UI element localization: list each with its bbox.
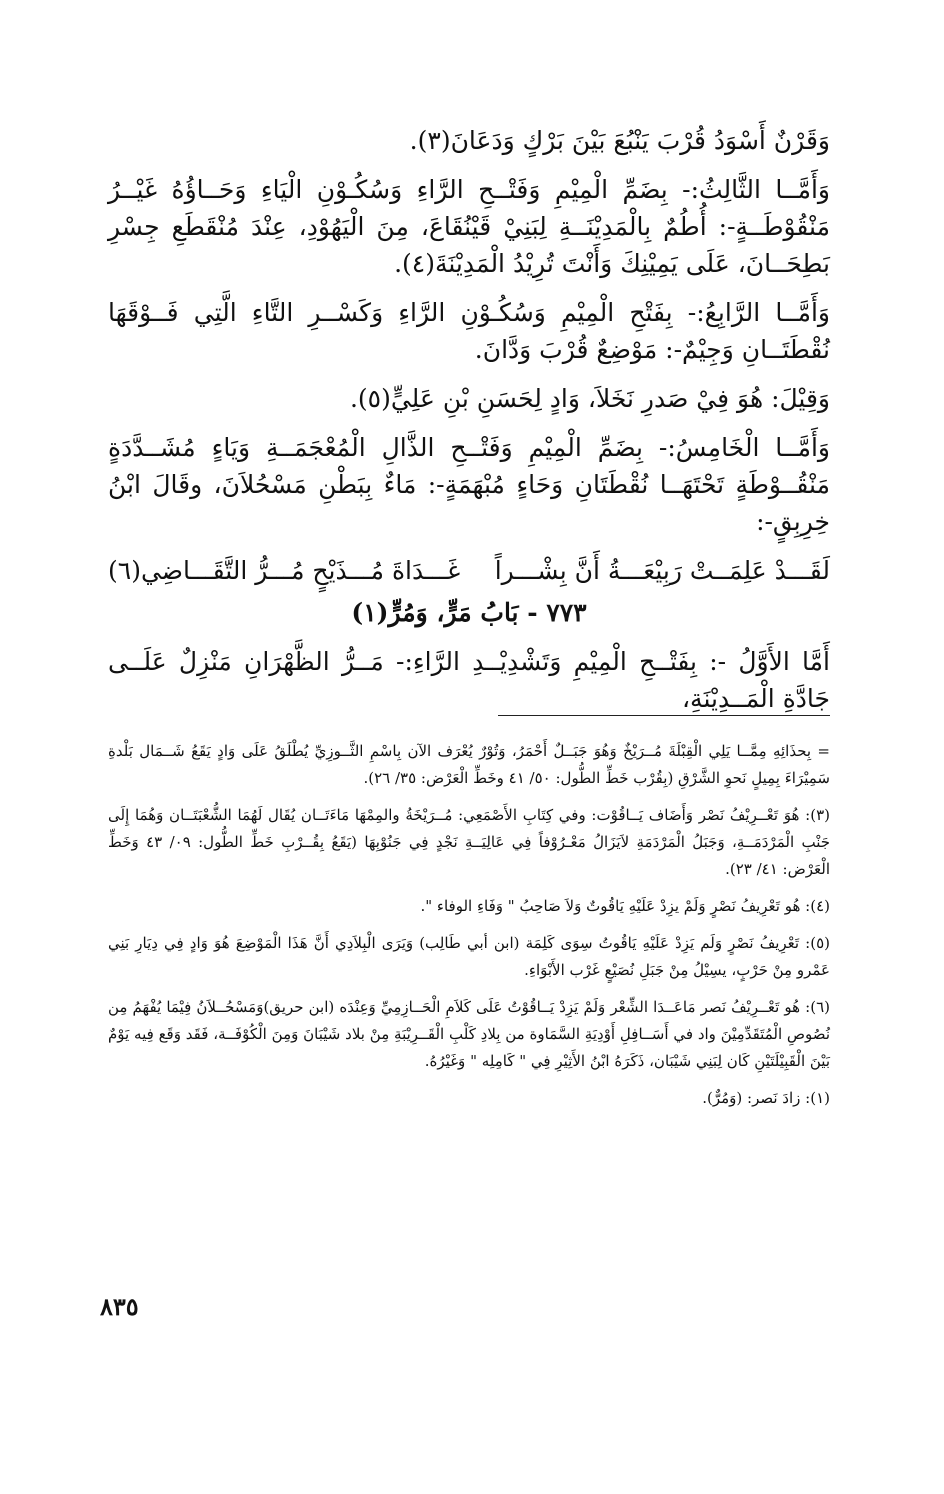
footnote-6: (٦): هُو تَعْــرِيْفُ نَصر مَاعَــدَا الشِّعْر وَلَمْ يَزِدْ يَــاقُوْتُ عَلَى كَلاَمِ الْحَــازِمِيِّ وَعِنْدَه (ابن حريق)وَمَسْحُــلاَنُ فِيْمَا يُفْهَمُ مِن نُصُوصِ الْمُتَقَدِّمِيْنَ واد في أَسَــافِلِ أَوْدِيَةِ السَّمَاوة من بِلادِ كَلْبِ الْقَــرِيْبَةِ مِنْ بلاد شَيْبَانَ وَمِنَ الْكُوْفَــة، فَقَد وَقَع فِيه يَوْمٌ بَيْنَ الْقَبِيْلَتَيْنِ كَان لِبَنِي شَيْبَان، ذَكَرَهُ ابْنُ الأَثِيْرِ فِي " كَامِلِه " وَغَيْرُهُ. (108, 998, 830, 1070)
footnote-4: (٤): هُو تَعْرِيفُ نَصْرٍ وَلَمْ يزِدْ عَلَيْهِ يَاقُوتٌ وَلاَ صَاحِبُ " وَفَاءِ الوفاء ". (420, 897, 830, 915)
footnote-continuation: = بِحذَائِهِ مِمَّــا يَلِي الْقِبْلَةَ مُــرَيْخٌ وَهُوَ جَبَــلٌ أَحْمَرُ، وَتُوْرٌ يُعْرَف الآن بِاسْمِ الثَّــوزِيِّ يُطْلَقُ عَلَى وَادٍ يَقَعُ شَــمَال بَلْدةِ سَمِيْرَاءَ بِمِيلٍ نَحوِ الشَّرْقِ (بِقُرْب خَطِّ الطُّول: ٥٠/ ٤١ وخَطِّ الْعَرْض: ٣٥/ ٢٦). (108, 742, 830, 787)
footnote-1: (١): زادَ نَصر: (وَمُرٌّ). (702, 1089, 830, 1107)
poetry-verse (108, 552, 830, 589)
verse-first-hemistich: لَقَـــدْ عَلِمَــتْ رَبِيْعَـــةُ أَنَّ بِشْـــراً (494, 556, 830, 585)
paragraph-fifth: وَأَمَّــا الْخَامِسُ:- بِضَمِّ الْمِيْمِ وَفَتْــحِ الذَّالِ الْمُعْجَمَــةِ وَيَاءٍ مُشَــدَّدَةٍ مَنْقُــوْطَةٍ تَحْتَهَــا نُقْطَتَانِ وَحَاءٍ مُبْهَمَةٍ-: مَاءٌ بِبَطْنِ مَسْحُلاَنَ، وقَالَ ابْنُ خِرِبِقٍ-: (108, 433, 830, 536)
section-heading: ٧٧٣ - بَابُ مَرٍّ، وَمُرٍّ(١) (351, 598, 587, 627)
paragraph-third: وَأَمَّــا الثَّالِثُ:- بِضَمِّ الْمِيْمِ وَفَتْــحِ الرَّاءِ وَسُكُـوْنِ الْيَاءِ وَحَــاؤُهُ غَيْــرُ مَنْقُوْطَــةٍ-: أُطُمٌ بِالْمَدِيْنَــةِ لِبَنِيْ قَيْنُقَاعَ، مِنَ الْيَهُوْدِ، عِنْدَ مُنْقَطَعِ جِسْرِ بَطِحَــانَ، عَلَى يَمِيْنِكَ وَأَنْتَ تُرِيْدُ الْمَدِيْنَةَ(٤). (108, 175, 830, 278)
paragraph-fourth: وَأَمَّــا الرَّابِعُ:- بِفَتْحِ الْمِيْمِ وَسُكُـوْنِ الرَّاءِ وَكَسْــرِ التَّاءِ الَّتِي فَــوْقَهَا نُقْطَتَــانِ وَجِيْمٌ-: مَوْضِعٌ قُرْبَ وَدَّانَ. (108, 298, 830, 364)
verse-second-hemistich: غَـــدَاةَ مُـــذَيْحٍ مُـــرُّ التَّقَـــاضِي(٦) (108, 556, 461, 585)
footnotes (108, 738, 830, 1122)
footnote-5: (٥): تَعْرِيفُ نَصْرٍ وَلَم يَزِدْ عَلَيْهِ يَاقُوتُ سِوَى كَلِمَة (ابن أبي طَالِب) وَيَرَى الْبِلاَدِي أَنَّ هَذَا الْمَوْضِعَ هُوَ وَادٍ فِي دِيَارِ بَنِي عَمْرو مِنْ حَرْبٍ، يسِيْلُ مِنْ جَبَلِ نُصَيْعٍ غَرْب الأَبْوَاءِ. (108, 934, 830, 979)
footnote-3: (٣): هُوَ تَعْــرِيْفُ نَصْر وَأَضَاف يَــاقُوْت: وفي كِتَابِ الأَصْمَعِي: مُــرَيْخَةُ والمِمْهَا مَاءَتَــان يُقَال لَهُمَا الشُّعْبَتَــان وَهُمَا إِلَى جَنْبِ الْمَرْدَمَــةِ، وَجَبَلُ الْمَرْدَمَةِ لاَيَزَالُ مَعْـرُوْفاً فِي عَالِيَــةِ نَجْدٍ فِي جَنُوْبِهَا (يَقَعُ بِقُــرْبِ خَطِّ الطُّول: ٠٩/ ٤٣ وَخَطِّ الْعَرْض: ٤١/ ٢٣). (108, 806, 830, 878)
footnote-divider (498, 715, 830, 716)
paragraph-qarn: وَقَرْنٌ أَسْوَدُ قُرْبَ يَنْبُعَ بَيْنَ بَرْكٍ وَدَعَانَ(٣). (409, 126, 830, 155)
paragraph-first-entry: أَمَّا الأَوَّلُ -: بِفَتْــحِ الْمِيْمِ وَتَشْدِيْــدِ الرَّاءِ:- مَــرُّ الظَّهْرَانِ مَنْزِلٌ عَلَــى جَادَّةِ الْمَــدِيْنَةِ، (108, 647, 830, 713)
main-text (108, 122, 830, 729)
paragraph-qila: وَقِيْلَ: هُوَ فِيْ صَدرِ نَخَلاَ، وَادٍ لِحَسَنِ بْنِ عَلِيٍّ(٥). (349, 384, 830, 413)
page-number: ٨٣٥ (100, 1292, 139, 1321)
